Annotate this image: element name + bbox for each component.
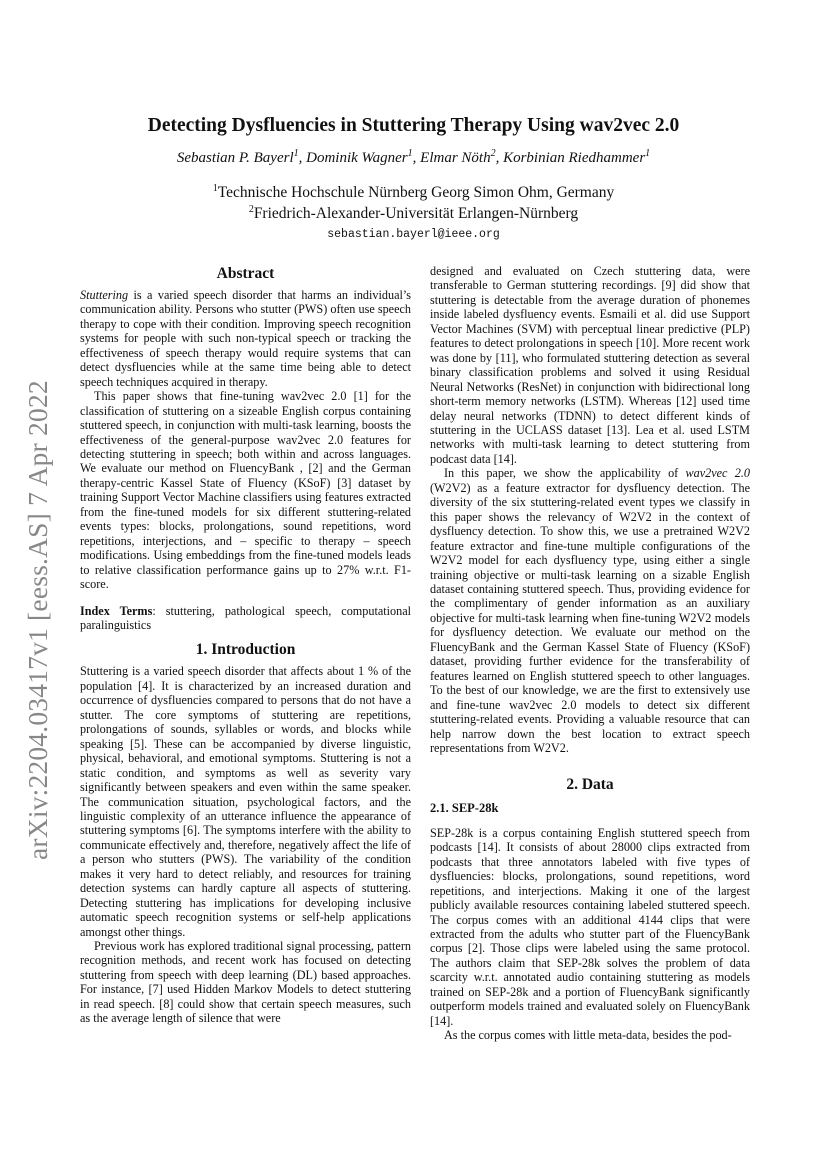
introduction-paragraph: In this paper, we show the applicability of wav2vec 2.0 (W2V2) as a feature extractor for dysfluency detection. The diversity of the six stuttering-related event types we classify in this paper shows the relevancy of W2V2 in the context of dysfluency detection. To show this, we use a pretrained W2V2 feature extractor and fine-tune multiple configurations of the W2V2 model for each dysfluency type, using either a single training objective or multi-task learning on a sizable English dataset containing stuttered speech. Thus, providing evidence for the complimentary of gender information as an auxiliary objective for multi-task learning when fine-tuning W2V2 models for dysfluency detection. We evaluate our method on the FluencyBank and the German Kassel State of Fluency (KSoF) dataset, providing further evidence for the transferability of features learned on English stuttered speech to other languages. To the best of our knowledge, we are the first to extensively use and fine-tune wav2vec 2.0 models to detect six different stuttering-related events. Providing a valuable resource that can help narrow down the best location to extract speech representations from W2V2.	[430, 466, 750, 755]
arxiv-identifier-stamp: arXiv:2204.03417v1 [eess.AS] 7 Apr 2022	[22, 380, 53, 860]
author-list	[0, 150, 827, 167]
paper-title: Detecting Dysfluencies in Stuttering Therapy Using wav2vec 2.0	[147, 115, 680, 136]
introduction-heading: 1. Introduction	[195, 641, 296, 659]
data-paragraph: SEP-28k is a corpus containing English stuttered speech from podcasts [14]. It consists of about 28000 clips extracted from podcasts that three annotators labeled with five types of dysfluencies: blocks, prolongations, sound repetitions, word repetitions, and interjections. Making it one of the largest publicly available resources containing labeled stuttered speech. The corpus comes with an additional 4144 clips that were extracted from the adults who stutter part of the FluencyBank corpus [2]. Those clips were labeled using the same protocol. The authors claim that SEP-28k solves the problem of data scarcity w.r.t. annotated audio containing stuttering as models trained on SEP-28k and a portion of FluencyBank significantly outperform models trained and evaluated solely on FluencyBank [14].	[430, 825, 750, 1028]
author: Sebastian P. Bayerl$^1$,	[176, 148, 307, 166]
sep28k-subheading: 2.1. SEP-28k	[430, 801, 499, 816]
affiliation: $^1$Technische Hochschule Nürnberg Georg Simon Ohm, Germany	[212, 182, 615, 201]
left-column	[80, 264, 411, 1026]
data-heading: 2. Data	[566, 776, 614, 794]
data-paragraph: As the corpus comes with little meta-data, besides the pod-	[444, 1028, 732, 1043]
author: Korbinian Riedhammer$^1$	[503, 148, 651, 166]
affiliation: $^2$Friedrich-Alexander-Universität Erlangen-Nürnberg	[248, 203, 579, 222]
abstract-heading: Abstract	[216, 265, 275, 282]
abstract-paragraph: This paper shows that fine-tuning wav2vec 2.0 [1] for the classification of stuttering on a sizeable English corpus containing stuttered speech, in conjunction with multi-task learning, boosts the effectiveness of the general-purpose wav2vec 2.0 features for detecting stuttering in speech; both within and across languages. We evaluate our method on FluencyBank , [2] and the German therapy-centric Kassel State of Fluency (KSoF) [3] dataset by training Support Vector Machine classifiers using features extracted from the fine-tuned models for six different stuttering-related events types: blocks, prolongations, sound repetitions, word repetitions, interjections, and – specific to therapy – speech modifications. Using embeddings from the fine-tuned models leads to relative classification performance gains up to 27% w.r.t. F1-score.	[80, 389, 411, 592]
introduction-paragraph: designed and evaluated on Czech stuttering data, were transferable to German stuttering recordings. [9] did show that stuttering is detectable from the average duration of phonemes inside labeled dysfluency events. Esmaili et al. did use Support Vector Machines (SVM) with perceptual linear predictive (PLP) features to detect prolongations in speech [10]. More recent work was done by [11], who formulated stuttering detection as several binary classification problems and solved it using Residual Neural Networks (ResNet) in conjunction with bidirectional long short-term memory networks (LSTM). Whereas [12] used time delay neural networks (TDNN) to detect different kinds of stuttering in the UCLASS dataset [13]. Lea et al. used LSTM networks with multi-task learning to detect stuttering from podcast data [14].	[430, 264, 750, 466]
author-email[interactable]: sebastian.bayerl@ieee.org	[327, 228, 500, 241]
abstract-paragraph: Stuttering is a varied speech disorder that harms an individual’s communication ability. Persons who stutter (PWS) often use speech therapy to cope with their condition. Improving speech recognition systems for people with such non-typical speech or tracking the effectiveness of speech therapy would require systems that can detect dysfluencies while at the same time being able to detect speech techniques acquired in therapy.	[80, 288, 411, 389]
index-terms: Index Terms: stuttering, pathological speech, computational paralinguistics	[80, 603, 412, 632]
right-column	[430, 264, 750, 1043]
introduction-paragraph: Stuttering is a varied speech disorder that affects about 1 % of the population [4]. It is characterized by an increased duration and occurrence of dysfluencies compared to persons that do not have a stutter. The core symptoms of stuttering are repetitions, prolongations of sounds, syllables or words, and blocks while speaking [5]. These can be accompanied by diverse linguistic, physical, behavioral, and emotional symptoms. Stuttering is not a static condition, and symptoms as well as severity vary significantly between speakers and even within the same speaker. The communication situation, psychological factors, and the linguistic complexity of an utterance influence the appearance of stuttering symptoms [6]. The symptoms interfere with the ability to communicate effectively and, therefore, negatively affect the life of a person who stutters (PWS). The variability of the condition makes it very hard to detect reliably, and resources for training detection systems can hardly capture all aspects of stuttering. Detecting stuttering has implications for developing inclusive automatic speech recognition systems or self-help applications amongst other things.	[80, 664, 411, 939]
author: Dominik Wagner$^1$,	[306, 148, 421, 166]
author: Elmar Nöth$^2$,	[420, 148, 504, 166]
introduction-paragraph: Previous work has explored traditional signal processing, pattern recognition methods, and recent work has focused on detecting stuttering from speech with deep learning (DL) based approaches. For instance, [7] used Hidden Markov Models to detect stuttering in read speech. [8] could show that certain speech measures, such as the average length of silence that were	[80, 939, 411, 1026]
